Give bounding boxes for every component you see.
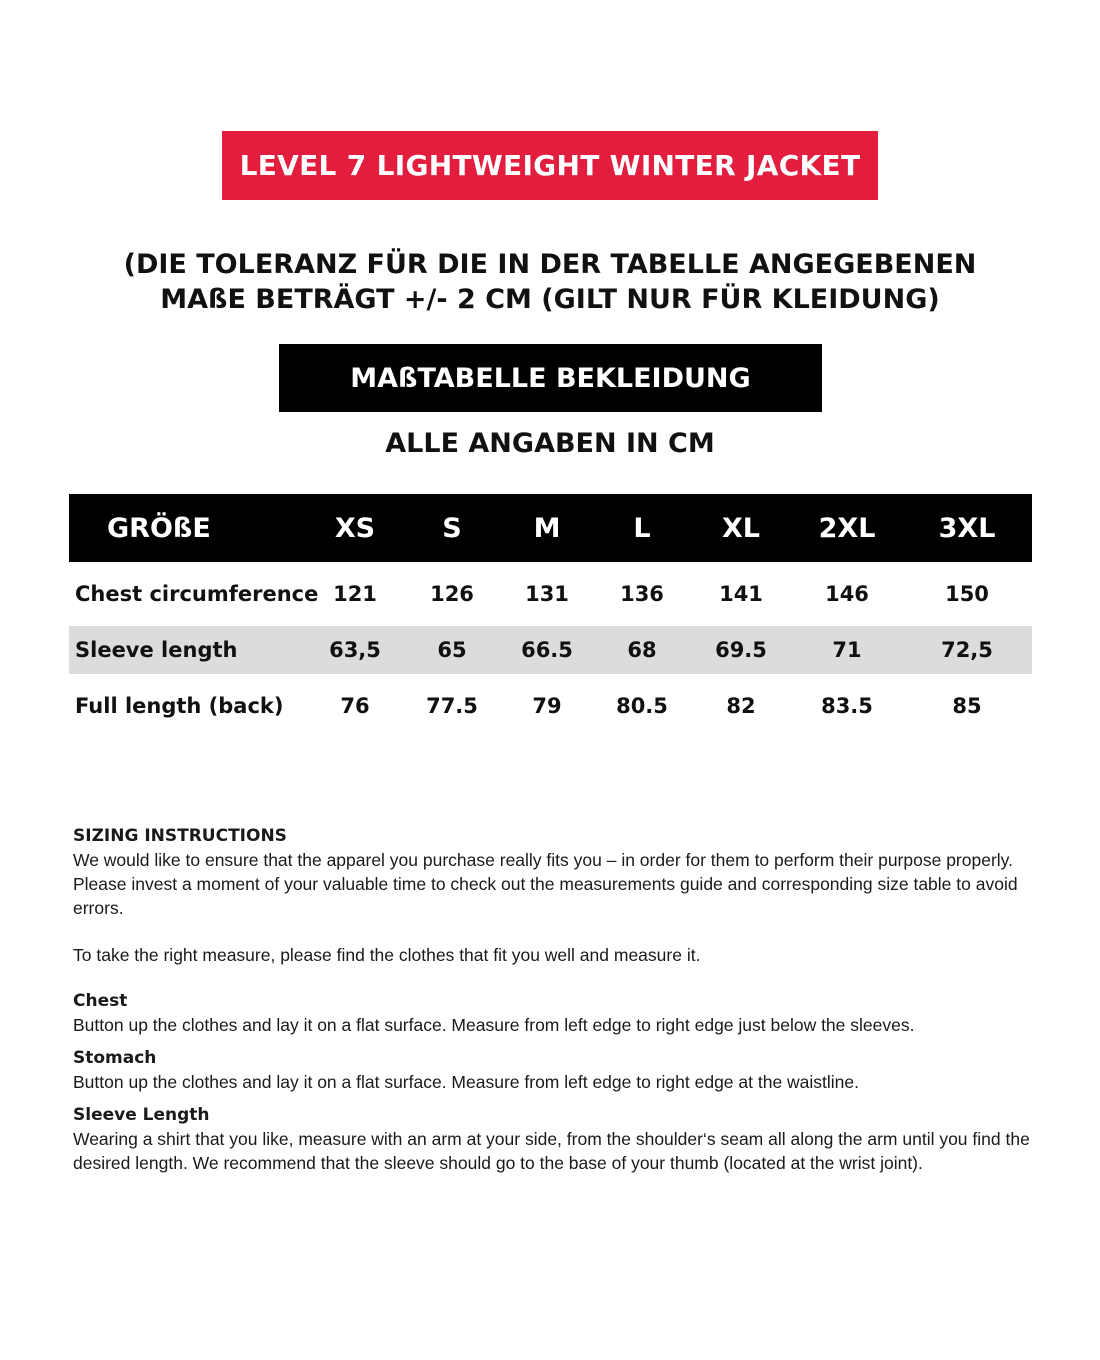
table-cell: 146	[825, 582, 869, 606]
table-cell: 72,5	[941, 638, 993, 662]
table-cell: 82	[726, 694, 756, 718]
tolerance-line-2: MAßE BETRÄGT +/- 2 CM (GILT NUR FÜR KLEIDUNG)	[160, 284, 940, 315]
sleeve-length-text: Wearing a shirt that you like, measure with an arm at your side, from the shoulder‘s seam all along the arm until you find the desired length. We recommend that the sleeve should go to the base of your thumb (located at the wrist joint).	[73, 1129, 1030, 1173]
chest-text: Button up the clothes and lay it on a flat surface. Measure from left edge to right edge just below the sleeves.	[73, 1015, 915, 1035]
sleeve-length-heading: Sleeve Length	[73, 1105, 210, 1125]
tolerance-note	[60, 247, 1040, 317]
table-cell: 77.5	[426, 694, 478, 718]
table-cell: 65	[437, 638, 467, 662]
table-cell: 83.5	[821, 694, 873, 718]
size-header-xl: XL	[721, 512, 761, 544]
table-row-sleeve	[69, 626, 1032, 674]
table-cell: 131	[525, 582, 569, 606]
table-cell: 66.5	[521, 638, 573, 662]
size-header-m: M	[533, 512, 561, 544]
row-label: Sleeve length	[75, 638, 238, 662]
size-header-3xl: 3XL	[938, 512, 996, 544]
instructions-heading: SIZING INSTRUCTIONS	[73, 826, 287, 846]
stomach-heading: Stomach	[73, 1048, 157, 1068]
size-header-label: GRÖßE	[107, 512, 211, 544]
table-row-full-length	[69, 682, 1032, 730]
instructions-intro: We would like to ensure that the apparel you purchase really fits you – in order for them to perform their purpose properly. Please invest a moment of your valuable time to check out the measurements guide and corresponding size table to avoid errors.	[73, 850, 1018, 918]
table-cell: 71	[832, 638, 862, 662]
table-cell: 68	[627, 638, 657, 662]
table-cell: 76	[340, 694, 370, 718]
table-cell: 85	[952, 694, 982, 718]
table-cell: 121	[333, 582, 377, 606]
table-cell: 63,5	[329, 638, 381, 662]
size-header-l: L	[633, 512, 651, 544]
units-note: ALLE ANGABEN IN CM	[385, 428, 715, 459]
row-label: Full length (back)	[75, 694, 284, 718]
table-cell: 150	[945, 582, 989, 606]
table-cell: 136	[620, 582, 664, 606]
table-cell: 141	[719, 582, 763, 606]
row-label: Chest circumference	[75, 582, 319, 606]
measure-note: To take the right measure, please find the clothes that fit you well and measure it.	[73, 945, 701, 965]
size-table-header	[69, 494, 1032, 562]
table-row-chest	[69, 570, 1032, 618]
table-cell: 126	[430, 582, 474, 606]
size-header-xs: XS	[334, 512, 376, 544]
size-header-2xl: 2XL	[818, 512, 876, 544]
table-cell: 80.5	[616, 694, 668, 718]
product-title-banner	[222, 131, 878, 200]
size-table	[69, 494, 1032, 730]
table-cell: 79	[532, 694, 562, 718]
table-cell: 69.5	[715, 638, 767, 662]
size-chart-title: MAßTABELLE BEKLEIDUNG	[350, 362, 751, 394]
chest-heading: Chest	[73, 991, 128, 1011]
size-header-s: S	[442, 512, 462, 544]
stomach-text: Button up the clothes and lay it on a flat surface. Measure from left edge to right edge at the waistline.	[73, 1072, 860, 1092]
product-title: LEVEL 7 LIGHTWEIGHT WINTER JACKET	[239, 149, 861, 182]
size-chart-banner	[279, 344, 822, 412]
sizing-instructions	[73, 824, 1033, 1175]
tolerance-line-1: (DIE TOLERANZ FÜR DIE IN DER TABELLE ANGEGEBENEN	[123, 249, 977, 280]
